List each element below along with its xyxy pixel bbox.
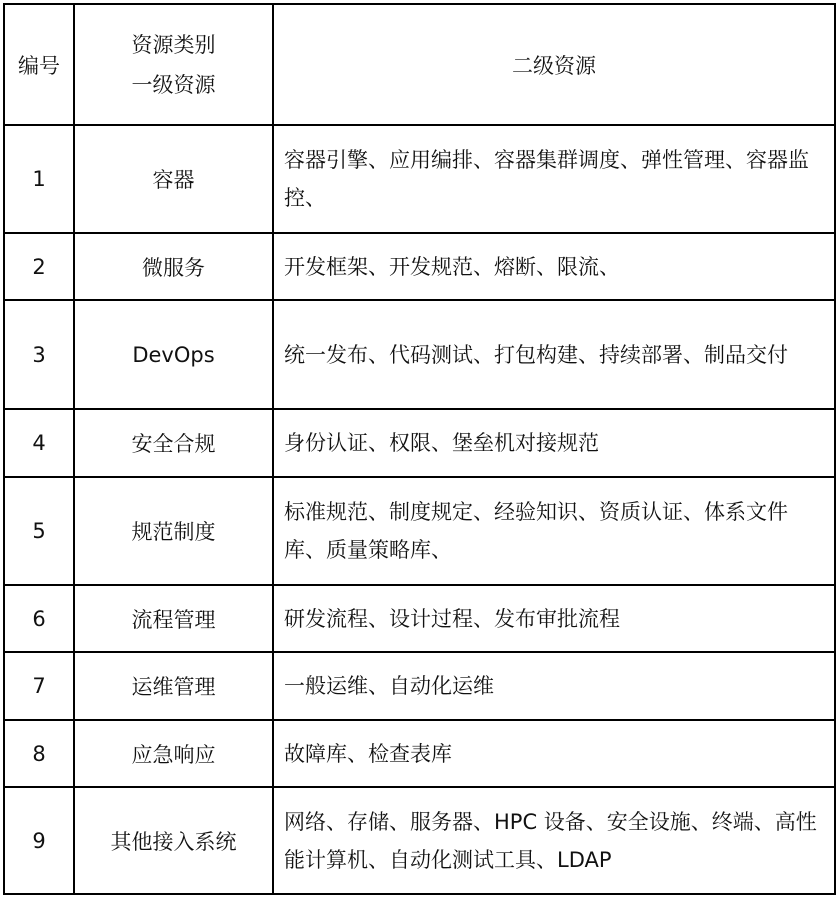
row-number: 2 — [4, 233, 74, 300]
header-category-primary: 一级资源 — [131, 72, 216, 97]
table-row — [4, 233, 835, 300]
header-number: 编号 — [4, 4, 74, 125]
row-number: 1 — [4, 125, 74, 233]
header-category-type: 资源类别 — [131, 32, 216, 57]
row-number: 7 — [4, 652, 74, 720]
row-number: 9 — [4, 787, 74, 894]
row-secondary: 统一发布、代码测试、打包构建、持续部署、制品交付 — [273, 300, 835, 409]
table-row — [4, 409, 835, 477]
row-number: 5 — [4, 477, 74, 585]
table-row — [4, 125, 835, 233]
table-row — [4, 720, 835, 787]
table-row — [4, 585, 835, 652]
table-row — [4, 787, 835, 894]
row-number: 8 — [4, 720, 74, 787]
row-number: 3 — [4, 300, 74, 409]
row-category: 容器 — [74, 125, 273, 233]
row-category: 微服务 — [74, 233, 273, 300]
row-number: 6 — [4, 585, 74, 652]
row-secondary: 标准规范、制度规定、经验知识、资质认证、体系文件库、质量策略库、 — [273, 477, 835, 585]
row-secondary: 网络、存储、服务器、HPC 设备、安全设施、终端、高性能计算机、自动化测试工具、LDAP — [273, 787, 835, 894]
table-header-row — [4, 4, 835, 125]
row-secondary: 一般运维、自动化运维 — [273, 652, 835, 720]
resource-table — [3, 3, 836, 895]
row-secondary: 开发框架、开发规范、熔断、限流、 — [273, 233, 835, 300]
row-secondary: 故障库、检查表库 — [273, 720, 835, 787]
row-category: DevOps — [74, 300, 273, 409]
table-row — [4, 652, 835, 720]
row-secondary: 身份认证、权限、堡垒机对接规范 — [273, 409, 835, 477]
table-row — [4, 300, 835, 409]
row-category: 安全合规 — [74, 409, 273, 477]
row-number: 4 — [4, 409, 74, 477]
row-category: 流程管理 — [74, 585, 273, 652]
row-category: 其他接入系统 — [74, 787, 273, 894]
row-secondary: 研发流程、设计过程、发布审批流程 — [273, 585, 835, 652]
header-category — [74, 4, 273, 125]
row-category: 运维管理 — [74, 652, 273, 720]
row-category: 应急响应 — [74, 720, 273, 787]
row-secondary: 容器引擎、应用编排、容器集群调度、弹性管理、容器监控、 — [273, 125, 835, 233]
table-row — [4, 477, 835, 585]
row-category: 规范制度 — [74, 477, 273, 585]
header-secondary: 二级资源 — [273, 4, 835, 125]
